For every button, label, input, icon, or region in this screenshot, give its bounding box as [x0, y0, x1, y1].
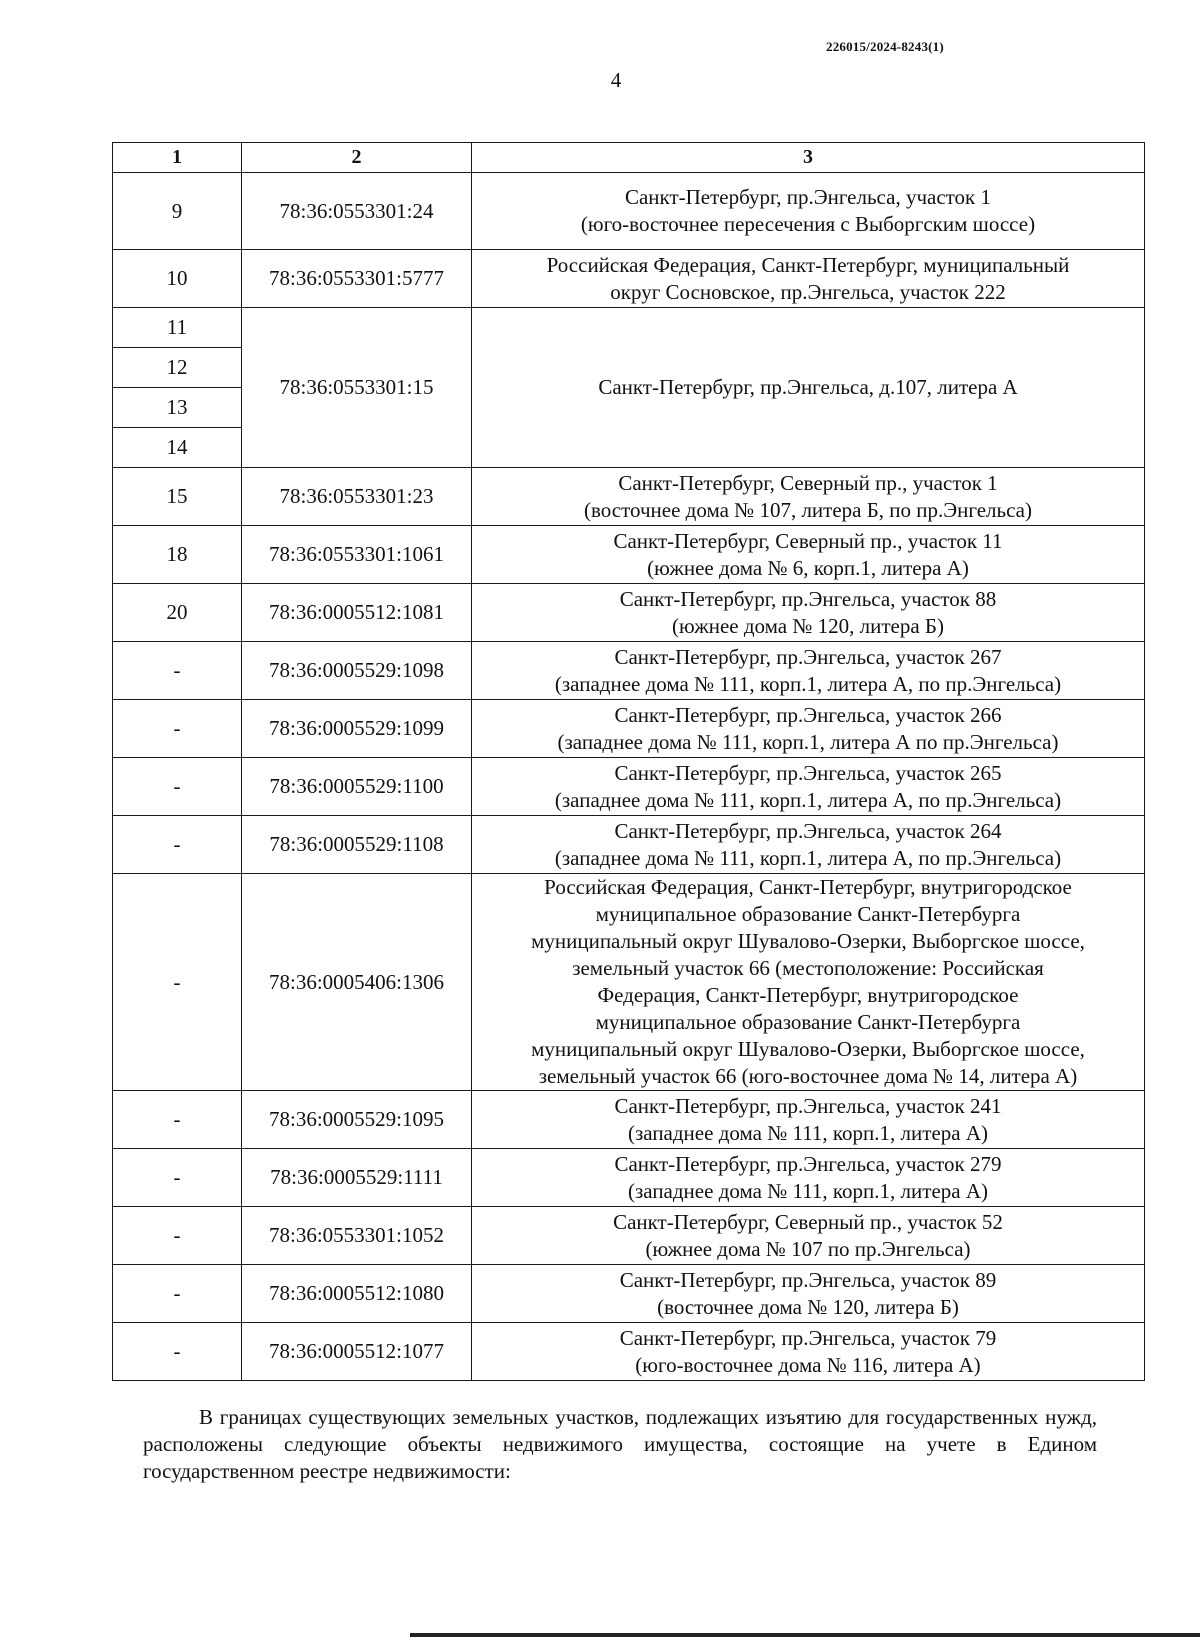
address-line: муниципальное образование Санкт-Петербурга	[595, 902, 1021, 926]
address-line: Санкт-Петербург, пр.Энгельса, участок 265	[614, 760, 1002, 785]
address-line: (юго-восточнее дома № 116, литера А)	[635, 1352, 981, 1377]
address-line: (южнее дома № 120, литера Б)	[672, 613, 944, 638]
address-line: земельный участок 66 (юго-восточнее дома № 14, литера А)	[538, 1064, 1078, 1088]
cadastral-number: 78:36:0553301:5777	[242, 250, 472, 308]
address-line: Российская Федерация, Санкт-Петербург, муниципальный	[546, 252, 1070, 277]
table-row	[113, 1091, 1145, 1149]
column-header-cadastral: 2	[242, 143, 472, 173]
address-line: Санкт-Петербург, пр.Энгельса, участок 279	[614, 1151, 1002, 1176]
row-number: -	[113, 642, 242, 700]
row-number: -	[113, 1091, 242, 1149]
cadastral-number: 78:36:0553301:23	[242, 468, 472, 526]
address-cell	[472, 1323, 1145, 1381]
table-row	[113, 816, 1145, 874]
address-line: Санкт-Петербург, пр.Энгельса, участок 89	[619, 1267, 997, 1292]
table-header-row	[113, 143, 1145, 173]
address-line: муниципальный округ Шувалово-Озерки, Выборгское шоссе,	[531, 1037, 1085, 1061]
cadastral-number: 78:36:0005512:1080	[242, 1265, 472, 1323]
row-number: -	[113, 1323, 242, 1381]
address-cell	[472, 308, 1145, 468]
address-cell	[472, 874, 1145, 1091]
address-cell	[472, 1091, 1145, 1149]
address-cell	[472, 816, 1145, 874]
cadastral-number: 78:36:0005529:1098	[242, 642, 472, 700]
table-row	[113, 250, 1145, 308]
address-line: округ Сосновское, пр.Энгельса, участок 222	[610, 279, 1006, 304]
table-row	[113, 642, 1145, 700]
address-line: (западнее дома № 111, корп.1, литера А)	[627, 1120, 988, 1145]
page-number: 4	[610, 68, 622, 92]
row-number: 20	[113, 584, 242, 642]
address-line: муниципальное образование Санкт-Петербурга	[595, 1010, 1021, 1034]
address-line: (юго-восточнее пересечения с Выборгским шоссе)	[580, 212, 1036, 236]
table-row	[113, 308, 1145, 348]
table-row	[113, 700, 1145, 758]
cadastral-number: 78:36:0005406:1306	[242, 874, 472, 1091]
address-line: (западнее дома № 111, корп.1, литера А, по пр.Энгельса)	[554, 845, 1062, 870]
cadastral-number: 78:36:0005512:1081	[242, 584, 472, 642]
address-line: (восточнее дома № 120, литера Б)	[657, 1294, 959, 1319]
address-line: Санкт-Петербург, Северный пр., участок 52	[613, 1209, 1003, 1234]
row-number: -	[113, 758, 242, 816]
row-number: -	[113, 1207, 242, 1265]
table-row	[113, 1265, 1145, 1323]
address-line: (южнее дома № 6, корп.1, литера А)	[647, 555, 969, 580]
address-line: Санкт-Петербург, Северный пр., участок 11	[613, 528, 1003, 553]
bottom-scan-edge	[410, 1633, 1200, 1637]
row-number: 10	[113, 250, 242, 308]
address-line: Санкт-Петербург, Северный пр., участок 1	[618, 470, 998, 495]
table-row	[113, 758, 1145, 816]
body-paragraph: В границах существующих земельных участков, подлежащих изъятию для государственных нужд, расположены следующие объекты недвижимого имущества, состоящие на учете в Едином государственном реестре недвижимости:	[143, 1405, 1097, 1483]
address-line: (западнее дома № 111, корп.1, литера А, по пр.Энгельса)	[554, 787, 1062, 812]
row-number: 15	[113, 468, 242, 526]
cadastral-number: 78:36:0553301:1061	[242, 526, 472, 584]
address-line: Санкт-Петербург, пр.Энгельса, участок 241	[614, 1093, 1002, 1118]
address-line: Санкт-Петербург, пр.Энгельса, участок 267	[614, 644, 1002, 669]
row-number: 14	[113, 428, 242, 468]
row-number: 11	[113, 308, 242, 348]
table-row	[113, 1149, 1145, 1207]
address-line: Санкт-Петербург, пр.Энгельса, участок 264	[614, 818, 1002, 843]
cadastral-number: 78:36:0553301:24	[242, 173, 472, 250]
row-number: 18	[113, 526, 242, 584]
address-line: (восточнее дома № 107, литера Б, по пр.Энгельса)	[584, 497, 1032, 522]
row-number: 13	[113, 388, 242, 428]
cadastral-number: 78:36:0005529:1108	[242, 816, 472, 874]
cadastral-number: 78:36:0553301:1052	[242, 1207, 472, 1265]
row-number: -	[113, 1149, 242, 1207]
address-line: Федерация, Санкт-Петербург, внутригородское	[597, 983, 1019, 1007]
address-cell	[472, 700, 1145, 758]
address-cell	[472, 1149, 1145, 1207]
address-cell	[472, 584, 1145, 642]
row-number: -	[113, 874, 242, 1091]
address-line: (западнее дома № 111, корп.1, литера А)	[627, 1178, 988, 1203]
address-line: (западнее дома № 111, корп.1, литера А по пр.Энгельса)	[557, 729, 1059, 754]
land-parcels-table	[112, 142, 1145, 1381]
cadastral-number: 78:36:0005512:1077	[242, 1323, 472, 1381]
address-cell	[472, 642, 1145, 700]
column-header-number: 1	[113, 143, 242, 173]
cadastral-number: 78:36:0005529:1099	[242, 700, 472, 758]
document-number: 226015/2024-8243(1)	[826, 39, 944, 54]
table-row	[113, 584, 1145, 642]
cadastral-number: 78:36:0005529:1095	[242, 1091, 472, 1149]
address-line: (южнее дома № 107 по пр.Энгельса)	[645, 1236, 971, 1261]
cadastral-number: 78:36:0005529:1111	[242, 1149, 472, 1207]
address-line: Санкт-Петербург, пр.Энгельса, участок 266	[614, 702, 1002, 727]
address-cell	[472, 1207, 1145, 1265]
address-cell	[472, 468, 1145, 526]
table-row	[113, 874, 1145, 1091]
address-line: земельный участок 66 (местоположение: Российская	[572, 956, 1044, 980]
address-line: Санкт-Петербург, пр.Энгельса, участок 1	[624, 185, 992, 209]
address-line: муниципальный округ Шувалово-Озерки, Выборгское шоссе,	[531, 929, 1085, 953]
address-cell	[472, 526, 1145, 584]
address-line: Санкт-Петербург, пр.Энгельса, д.107, литера А	[598, 375, 1018, 399]
table-row	[113, 526, 1145, 584]
row-number: 12	[113, 348, 242, 388]
address-cell	[472, 1265, 1145, 1323]
row-number: -	[113, 816, 242, 874]
row-number: -	[113, 1265, 242, 1323]
column-header-address: 3	[472, 143, 1145, 173]
table-row	[113, 173, 1145, 250]
table-row	[113, 1323, 1145, 1381]
address-cell	[472, 758, 1145, 816]
address-line: Санкт-Петербург, пр.Энгельса, участок 88	[619, 586, 997, 611]
address-cell	[472, 173, 1145, 250]
cadastral-number: 78:36:0005529:1100	[242, 758, 472, 816]
row-number: -	[113, 700, 242, 758]
address-line: Российская Федерация, Санкт-Петербург, внутригородское	[544, 875, 1072, 899]
table-row	[113, 1207, 1145, 1265]
address-line: (западнее дома № 111, корп.1, литера А, по пр.Энгельса)	[554, 671, 1062, 696]
cadastral-number: 78:36:0553301:15	[242, 308, 472, 468]
row-number: 9	[113, 173, 242, 250]
table-row	[113, 468, 1145, 526]
address-line: Санкт-Петербург, пр.Энгельса, участок 79	[619, 1325, 997, 1350]
address-cell	[472, 250, 1145, 308]
